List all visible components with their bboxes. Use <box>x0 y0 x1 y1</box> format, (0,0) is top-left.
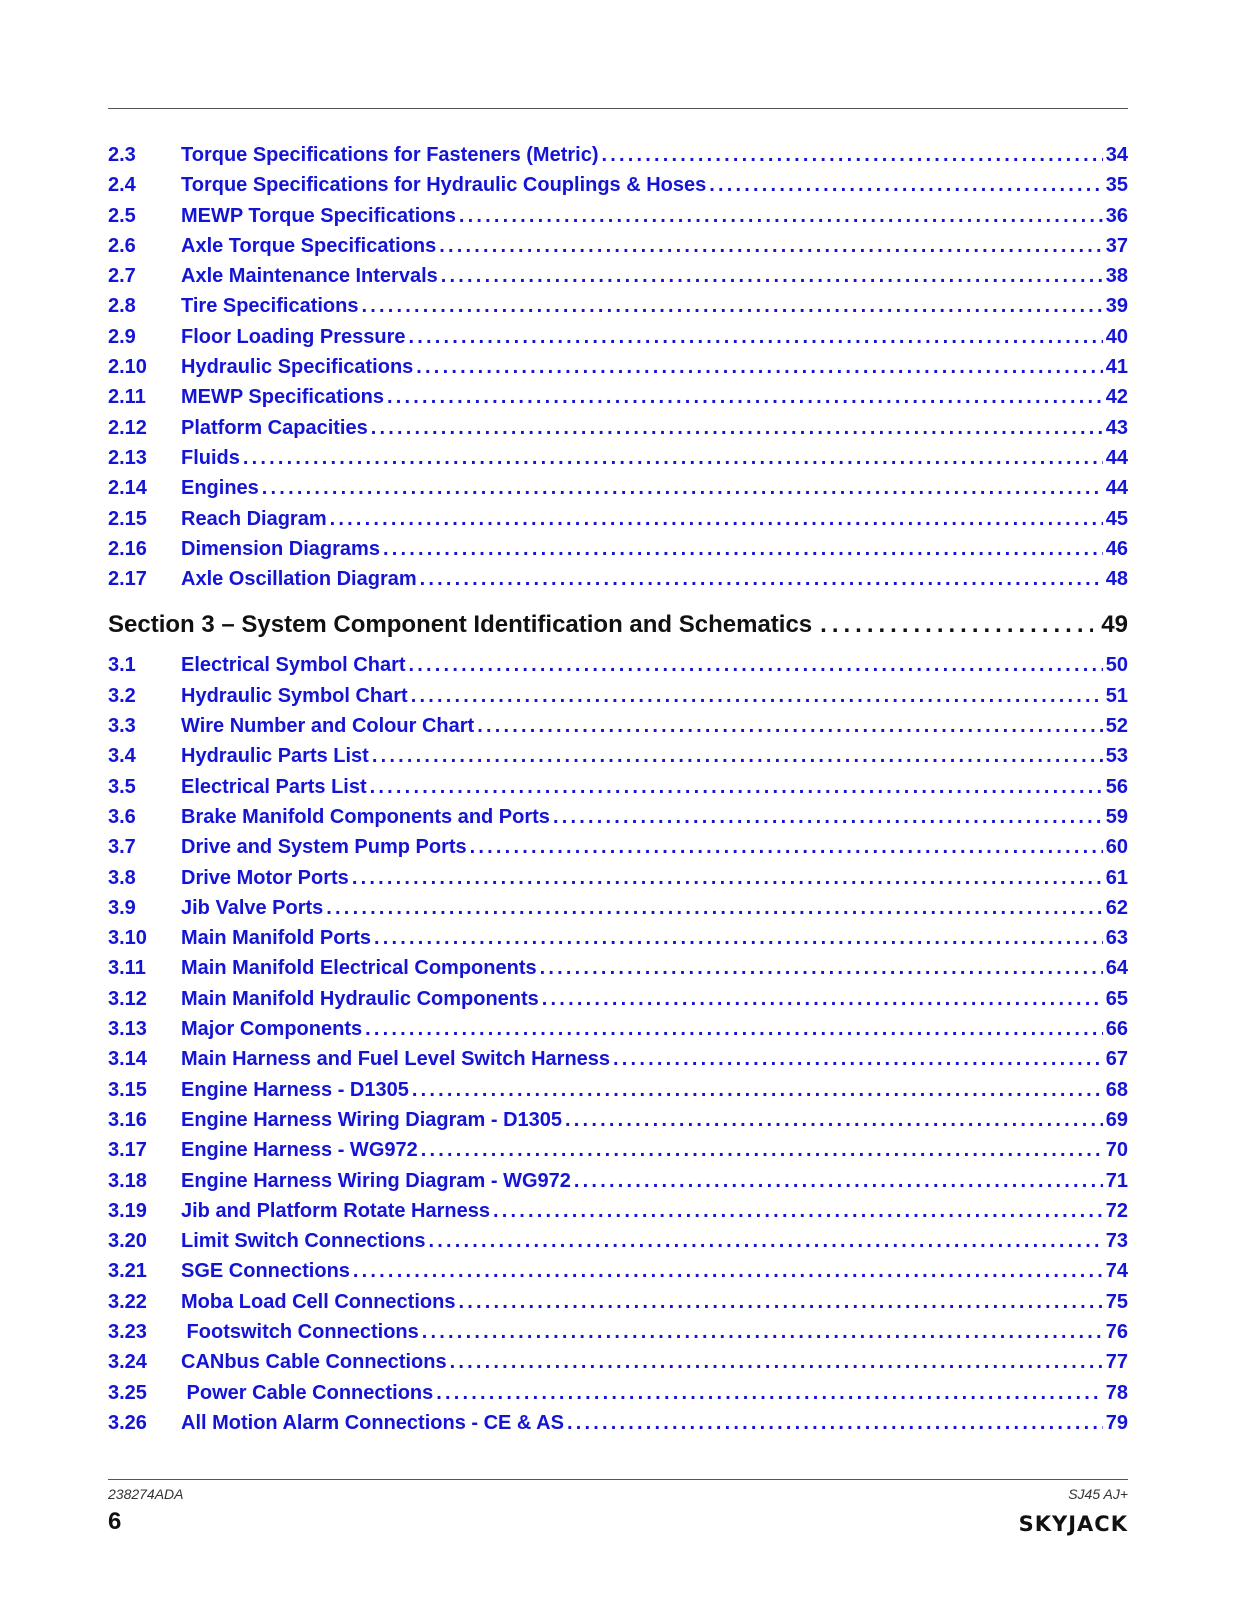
entry-title: Jib and Platform Rotate Harness <box>181 1199 490 1222</box>
toc-entry[interactable] <box>108 923 1128 953</box>
entry-number: 2.6 <box>108 234 136 257</box>
entry-title: Engine Harness Wiring Diagram - WG972 <box>181 1169 571 1192</box>
toc-entry[interactable] <box>108 1196 1128 1226</box>
toc-entry[interactable] <box>108 140 1128 170</box>
entry-page-number: 78 <box>1105 1381 1128 1404</box>
entry-title: SGE Connections <box>181 1260 350 1283</box>
toc-entry[interactable] <box>108 1166 1128 1196</box>
toc-entry[interactable] <box>108 291 1128 321</box>
dot-leader <box>412 1075 1103 1105</box>
entry-number: 3.25 <box>108 1381 147 1404</box>
entry-page-number: 72 <box>1105 1199 1128 1222</box>
toc-entry[interactable] <box>108 170 1128 200</box>
entry-number: 3.26 <box>108 1411 147 1434</box>
dot-leader <box>372 741 1103 771</box>
entry-page-number: 70 <box>1105 1139 1128 1162</box>
dot-leader <box>477 711 1103 741</box>
toc-entry[interactable] <box>108 1317 1128 1347</box>
entry-page-number: 44 <box>1105 446 1128 469</box>
toc-entry[interactable] <box>108 413 1128 443</box>
entry-title: Moba Load Cell Connections <box>181 1290 456 1313</box>
entry-number: 3.10 <box>108 927 147 950</box>
entry-page-number: 53 <box>1105 745 1128 768</box>
entry-page-number: 56 <box>1105 775 1128 798</box>
entry-page-number: 69 <box>1105 1108 1128 1131</box>
entry-title: Platform Capacities <box>181 416 368 439</box>
entry-title: Fluids <box>181 446 240 469</box>
entry-title: Engine Harness Wiring Diagram - D1305 <box>181 1108 563 1131</box>
entry-title: MEWP Torque Specifications <box>181 204 456 227</box>
entry-page-number: 42 <box>1105 386 1128 409</box>
entry-page-number: 77 <box>1105 1351 1128 1374</box>
toc-entry[interactable] <box>108 893 1128 923</box>
entry-number: 2.15 <box>108 507 147 530</box>
toc-entry[interactable] <box>108 1347 1128 1377</box>
entry-page-number: 76 <box>1105 1320 1128 1343</box>
entry-number: 3.8 <box>108 866 136 889</box>
toc-entry[interactable] <box>108 802 1128 832</box>
dot-leader <box>565 1105 1103 1135</box>
entry-page-number: 52 <box>1105 715 1128 738</box>
toc-entry[interactable] <box>108 650 1128 680</box>
entry-number: 2.4 <box>108 174 136 197</box>
toc-entry[interactable] <box>108 711 1128 741</box>
entry-page-number: 73 <box>1105 1230 1128 1253</box>
toc-entry[interactable] <box>108 1105 1128 1135</box>
entry-number: 3.23 <box>108 1320 147 1343</box>
entry-page-number: 46 <box>1105 537 1128 560</box>
entry-number: 3.19 <box>108 1199 147 1222</box>
entry-title: Axle Maintenance Intervals <box>181 265 438 288</box>
dot-leader <box>262 473 1103 503</box>
dot-leader <box>602 140 1103 170</box>
entry-number: 3.9 <box>108 896 136 919</box>
toc-entry[interactable] <box>108 1256 1128 1286</box>
dot-leader <box>613 1044 1103 1074</box>
entry-page-number: 68 <box>1105 1078 1128 1101</box>
page-number: 6 <box>108 1508 122 1535</box>
section-2-entries <box>108 140 1128 594</box>
toc-entry[interactable] <box>108 534 1128 564</box>
dot-leader <box>374 923 1103 953</box>
entry-number: 2.10 <box>108 356 147 379</box>
entry-title: Axle Torque Specifications <box>181 234 437 257</box>
entry-page-number: 45 <box>1105 507 1128 530</box>
entry-page-number: 39 <box>1105 295 1128 318</box>
entry-title: Tire Specifications <box>181 295 359 318</box>
entry-number: 3.5 <box>108 775 136 798</box>
dot-leader <box>574 1166 1103 1196</box>
entry-number: 3.20 <box>108 1230 147 1253</box>
entry-page-number: 35 <box>1105 174 1128 197</box>
entry-page-number: 59 <box>1105 805 1128 828</box>
entry-page-number: 66 <box>1105 1018 1128 1041</box>
entry-page-number: 36 <box>1105 204 1128 227</box>
entry-number: 2.7 <box>108 265 136 288</box>
toc-entry[interactable] <box>108 772 1128 802</box>
entry-number: 2.16 <box>108 537 147 560</box>
toc-entry[interactable] <box>108 231 1128 261</box>
section-page-number: 49 <box>1101 611 1128 639</box>
entry-page-number: 67 <box>1105 1048 1128 1071</box>
entry-title: MEWP Specifications <box>181 386 385 409</box>
toc-entry[interactable] <box>108 261 1128 291</box>
dot-leader <box>387 382 1103 412</box>
toc-entry[interactable] <box>108 504 1128 534</box>
entry-page-number: 65 <box>1105 987 1128 1010</box>
entry-page-number: 50 <box>1105 654 1128 677</box>
entry-number: 3.6 <box>108 805 136 828</box>
entry-title: Electrical Symbol Chart <box>181 654 406 677</box>
entry-title: Floor Loading Pressure <box>181 325 406 348</box>
entry-page-number: 64 <box>1105 957 1128 980</box>
entry-title: Hydraulic Parts List <box>181 745 369 768</box>
entry-number: 2.8 <box>108 295 136 318</box>
entry-title: Hydraulic Symbol Chart <box>181 684 408 707</box>
entry-title: Footswitch Connections <box>181 1320 419 1343</box>
table-of-contents <box>108 140 1128 1438</box>
entry-number: 3.4 <box>108 745 136 768</box>
entry-number: 2.17 <box>108 568 147 591</box>
toc-entry[interactable] <box>108 1014 1128 1044</box>
entry-number: 3.24 <box>108 1351 147 1374</box>
entry-number: 3.1 <box>108 654 136 677</box>
dot-leader <box>567 1408 1103 1438</box>
entry-page-number: 40 <box>1105 325 1128 348</box>
entry-page-number: 61 <box>1105 866 1128 889</box>
toc-entry[interactable] <box>108 352 1128 382</box>
dot-leader <box>365 1014 1103 1044</box>
dot-leader <box>353 1256 1103 1286</box>
entry-page-number: 34 <box>1105 144 1128 166</box>
dot-leader <box>361 291 1102 321</box>
section-3-entries <box>108 650 1128 1438</box>
toc-entry[interactable] <box>108 1378 1128 1408</box>
dot-leader <box>439 231 1103 261</box>
entry-number: 2.5 <box>108 204 136 227</box>
dot-leader <box>416 352 1102 382</box>
dot-leader <box>408 322 1102 352</box>
section-title: Section 3 – System Component Identification and Schematics <box>108 611 813 639</box>
entry-page-number: 79 <box>1105 1411 1128 1434</box>
entry-page-number: 38 <box>1105 265 1128 288</box>
entry-number: 2.12 <box>108 416 147 439</box>
dot-leader <box>709 170 1102 200</box>
toc-entry[interactable] <box>108 382 1128 412</box>
entry-page-number: 74 <box>1105 1260 1128 1283</box>
entry-page-number: 51 <box>1105 684 1128 707</box>
entry-title: Dimension Diagrams <box>181 537 380 560</box>
entry-title: Main Harness and Fuel Level Switch Harness <box>181 1048 611 1071</box>
toc-entry[interactable] <box>108 1135 1128 1165</box>
entry-number: 3.13 <box>108 1018 147 1041</box>
entry-number: 3.17 <box>108 1139 147 1162</box>
dot-leader <box>441 261 1103 291</box>
entry-title: CANbus Cable Connections <box>181 1351 447 1374</box>
toc-entry[interactable] <box>108 953 1128 983</box>
toc-entry[interactable] <box>108 984 1128 1014</box>
toc-entry[interactable] <box>108 681 1128 711</box>
entry-title: Torque Specifications for Fasteners (Metric) <box>181 144 599 166</box>
dot-leader <box>540 953 1103 983</box>
entry-title: Engine Harness - D1305 <box>181 1078 409 1101</box>
dot-leader <box>542 984 1103 1014</box>
entry-title: Main Manifold Electrical Components <box>181 957 537 980</box>
entry-title: Power Cable Connections <box>181 1381 434 1404</box>
toc-entry[interactable] <box>108 443 1128 473</box>
dot-leader <box>428 1226 1102 1256</box>
entry-title: Main Manifold Hydraulic Components <box>181 987 539 1010</box>
entry-number: 2.9 <box>108 325 136 348</box>
entry-number: 3.18 <box>108 1169 147 1192</box>
entry-title: Reach Diagram <box>181 507 327 530</box>
entry-title: Drive and System Pump Ports <box>181 836 467 859</box>
entry-number: 3.15 <box>108 1078 147 1101</box>
entry-title: Torque Specifications for Hydraulic Couplings & Hoses <box>181 174 707 197</box>
model-name: SJ45 AJ+ <box>1068 1486 1128 1502</box>
dot-leader <box>371 413 1103 443</box>
entry-number: 3.3 <box>108 715 136 738</box>
entry-title: Engine Harness - WG972 <box>181 1139 418 1162</box>
footer-rule <box>108 1479 1128 1480</box>
dot-leader <box>352 863 1103 893</box>
dot-leader <box>411 681 1103 711</box>
entry-title: Drive Motor Ports <box>181 866 349 889</box>
entry-title: Electrical Parts List <box>181 775 367 798</box>
entry-title: Brake Manifold Components and Ports <box>181 805 550 828</box>
toc-entry[interactable] <box>108 1408 1128 1438</box>
entry-page-number: 71 <box>1105 1169 1128 1192</box>
entry-title: All Motion Alarm Connections - CE & AS <box>181 1411 564 1434</box>
toc-entry[interactable] <box>108 863 1128 893</box>
entry-number: 3.16 <box>108 1108 147 1131</box>
dot-leader <box>450 1347 1103 1377</box>
entry-number: 3.11 <box>108 957 146 980</box>
dot-leader <box>370 772 1103 802</box>
entry-title: Major Components <box>181 1018 363 1041</box>
dot-leader <box>459 201 1103 231</box>
entry-number: 3.22 <box>108 1290 147 1313</box>
entry-page-number: 63 <box>1105 927 1128 950</box>
entry-page-number: 75 <box>1105 1290 1128 1313</box>
entry-page-number: 44 <box>1105 477 1128 500</box>
toc-entry[interactable] <box>108 201 1128 231</box>
dot-leader <box>383 534 1103 564</box>
entry-title: Wire Number and Colour Chart <box>181 715 475 738</box>
entry-title: Engines <box>181 477 259 500</box>
entry-title: Limit Switch Connections <box>181 1230 426 1253</box>
entry-number: 3.14 <box>108 1048 147 1071</box>
dot-leader <box>553 802 1103 832</box>
dot-leader <box>243 443 1103 473</box>
entry-number: 3.21 <box>108 1260 147 1283</box>
entry-page-number: 60 <box>1105 836 1128 859</box>
entry-number: 2.11 <box>108 386 146 409</box>
toc-entry[interactable] <box>108 832 1128 862</box>
toc-entry[interactable] <box>108 322 1128 352</box>
entry-number: 3.2 <box>108 684 136 707</box>
dot-leader <box>470 832 1103 862</box>
dot-leader <box>330 504 1103 534</box>
document-number: 238274ADA <box>108 1486 184 1502</box>
dot-leader <box>409 650 1103 680</box>
entry-number: 3.12 <box>108 987 147 1010</box>
section-3-heading[interactable] <box>108 600 1128 650</box>
toc-entry[interactable] <box>108 1044 1128 1074</box>
entry-number: 2.3 <box>108 144 136 166</box>
dot-leader <box>493 1196 1103 1226</box>
entry-title: Main Manifold Ports <box>181 927 371 950</box>
entry-title: Jib Valve Ports <box>181 896 324 919</box>
toc-entry[interactable] <box>108 1287 1128 1317</box>
dot-leader <box>326 893 1102 923</box>
toc-entry[interactable] <box>108 1226 1128 1256</box>
entry-number: 2.13 <box>108 446 147 469</box>
dot-leader <box>458 1287 1102 1317</box>
entry-page-number: 48 <box>1105 568 1128 591</box>
toc-entry[interactable] <box>108 473 1128 503</box>
header-rule <box>108 108 1128 109</box>
entry-page-number: 62 <box>1105 896 1128 919</box>
entry-number: 3.7 <box>108 836 136 859</box>
entry-title: Axle Oscillation Diagram <box>181 568 417 591</box>
dot-leader <box>422 1317 1103 1347</box>
skyjack-logo: SKYJACK <box>1018 1512 1128 1536</box>
dot-leader <box>421 1135 1103 1165</box>
dot-leader <box>436 1378 1102 1408</box>
entry-page-number: 43 <box>1105 416 1128 439</box>
toc-entry[interactable] <box>108 1075 1128 1105</box>
toc-entry[interactable] <box>108 741 1128 771</box>
entry-title: Hydraulic Specifications <box>181 356 414 379</box>
entry-page-number: 37 <box>1105 234 1128 257</box>
entry-page-number: 41 <box>1105 356 1128 379</box>
dot-leader <box>420 564 1103 594</box>
dot-leader <box>820 600 1093 650</box>
entry-number: 2.14 <box>108 477 147 500</box>
toc-entry[interactable] <box>108 564 1128 594</box>
